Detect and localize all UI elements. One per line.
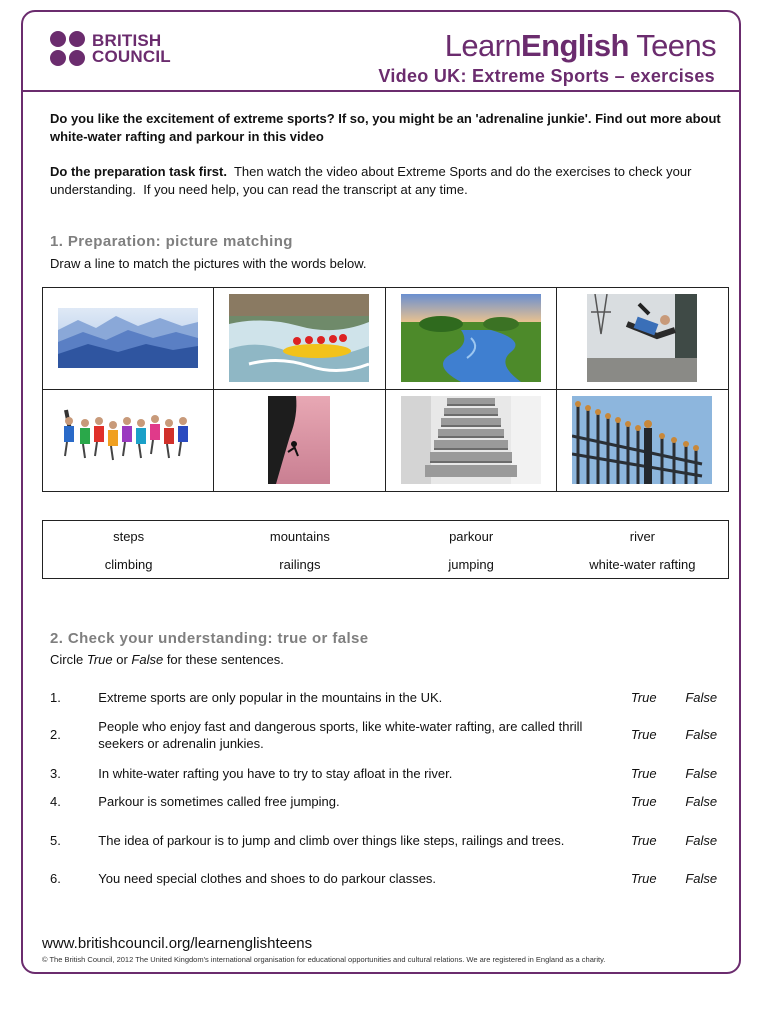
page-title: Video UK: Extreme Sports – exercises <box>378 66 715 86</box>
word-item: river <box>629 528 656 544</box>
table-row <box>50 787 730 816</box>
brand-english: English <box>521 28 629 63</box>
british-council-logo <box>50 31 171 66</box>
table-row <box>50 759 730 787</box>
word-bank <box>42 520 729 579</box>
footer-url[interactable]: www.britishcouncil.org/learnenglishteens <box>42 935 313 952</box>
picture-cell <box>43 390 214 492</box>
picture-cell <box>557 390 728 492</box>
logo-dots-icon <box>50 31 85 66</box>
row-number: 1. <box>50 689 61 705</box>
statement: You need special clothes and shoes to do parkour classes. <box>98 870 437 886</box>
instr-part-a: Circle <box>50 652 87 667</box>
statement: Parkour is sometimes called free jumping. <box>98 794 340 809</box>
statement: Extreme sports are only popular in the mountains in the UK. <box>98 689 443 705</box>
header-divider <box>23 90 741 92</box>
false-option[interactable]: False <box>685 765 718 781</box>
row-number: 5. <box>50 832 61 848</box>
rafting-photo <box>229 294 369 382</box>
footer-copyright: © The British Council, 2012 The United Kingdom's international organisation for educational opportunities and cultural relations. We are registered in England as a charity. <box>42 955 606 964</box>
instr-true: True <box>86 652 113 667</box>
picture-cell <box>43 288 214 390</box>
statement: People who enjoy fast and dangerous sports, like white-water rafting, are called thrill seekers or adrenalin junkies. <box>98 718 583 751</box>
railings-photo <box>572 396 712 484</box>
picture-cell <box>557 288 728 390</box>
true-option[interactable]: True <box>630 765 657 781</box>
section2-heading: 2. Check your understanding: true or false <box>50 630 369 647</box>
preparation-note-text: Then watch the video about Extreme Sports and do the exercises to check your understanding. If you need help, you can read the transcript at any time. <box>50 164 696 197</box>
false-option[interactable]: False <box>685 832 718 848</box>
picture-cell <box>386 390 557 492</box>
false-option[interactable]: False <box>685 727 718 742</box>
logo-line-2: COUNCIL <box>92 46 171 66</box>
word-item: railings <box>279 557 321 573</box>
row-number: 2. <box>50 727 61 742</box>
logo-line-1: BRITISH <box>92 30 162 50</box>
preparation-note <box>50 163 730 199</box>
word-item: steps <box>113 528 145 544</box>
word-item: jumping <box>448 557 494 573</box>
picture-cell <box>214 288 385 390</box>
table-row <box>50 816 730 864</box>
word-item: climbing <box>104 557 153 573</box>
true-option[interactable]: True <box>630 727 657 742</box>
true-option[interactable]: True <box>630 832 657 848</box>
true-option[interactable]: True <box>630 794 657 809</box>
true-false-table <box>50 684 730 892</box>
table-row <box>50 710 730 759</box>
false-option[interactable]: False <box>685 689 718 705</box>
table-row <box>50 684 730 710</box>
instr-false: False <box>131 652 164 667</box>
instr-part-b: for these sentences. <box>163 652 284 667</box>
word-item: parkour <box>449 528 494 544</box>
row-number: 3. <box>50 765 61 781</box>
picture-grid <box>42 287 729 492</box>
river-photo <box>401 294 541 382</box>
climbing-photo <box>268 396 330 484</box>
true-option[interactable]: True <box>630 689 657 705</box>
section2-instruction <box>50 652 284 667</box>
section1-heading: 1. Preparation: picture matching <box>50 233 293 250</box>
true-option[interactable]: True <box>630 870 657 886</box>
brand-teens: Teens <box>628 28 716 63</box>
section1-instruction: Draw a line to match the pictures with the words below. <box>50 256 367 271</box>
statement: The idea of parkour is to jump and climb over things like steps, railings and trees. <box>98 832 565 848</box>
word-item: mountains <box>269 528 330 544</box>
learnenglish-teens-brand <box>445 28 716 64</box>
picture-cell <box>386 288 557 390</box>
picture-cell <box>214 390 385 492</box>
instr-or: or <box>112 652 132 667</box>
preparation-note-bold: Do the preparation task first. <box>50 164 227 179</box>
parkour-photo <box>587 294 697 382</box>
row-number: 6. <box>50 870 61 886</box>
brand-learn: Learn <box>444 28 522 63</box>
table-row <box>50 864 730 892</box>
statement: In white-water rafting you have to try to stay afloat in the river. <box>98 765 453 781</box>
false-option[interactable]: False <box>685 794 718 809</box>
row-number: 4. <box>50 794 61 809</box>
word-item: white-water rafting <box>589 557 696 573</box>
intro-text: Do you like the excitement of extreme sports? If so, you might be an 'adrenaline junkie'. Find out more about white-water rafting and parkour in this video <box>50 111 721 144</box>
false-option[interactable]: False <box>685 870 718 886</box>
steps-photo <box>401 396 541 484</box>
mountains-photo <box>58 308 198 368</box>
jumping-photo <box>56 400 200 480</box>
